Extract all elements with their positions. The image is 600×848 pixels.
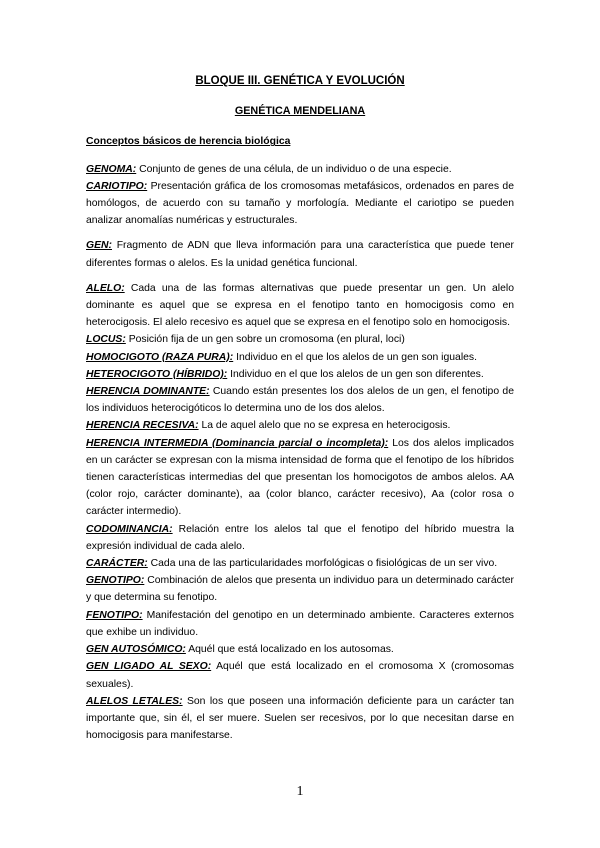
definition-gen-ligado-al-sexo xyxy=(86,658,514,692)
definition-genotipo xyxy=(86,572,514,606)
page-content xyxy=(86,73,514,744)
definition-homocigoto xyxy=(86,349,514,366)
section-heading: Conceptos básicos de herencia biológica xyxy=(86,136,291,148)
definition-term: GENOMA: xyxy=(86,163,137,175)
document-title: BLOQUE III. GENÉTICA Y EVOLUCIÓN xyxy=(195,75,405,87)
definition-text: Presentación gráfica de los cromosomas metafásicos, ordenados en pares de homólogos, de acuerdo con su tamaño y morfología. Mediante el cariotipo se pueden analizar anomalías numéricas y estructurales. xyxy=(86,180,514,227)
definition-term: HERENCIA DOMINANTE: xyxy=(86,386,210,398)
definition-genoma xyxy=(86,161,514,178)
definition-text: Fragmento de ADN que lleva información para una característica que puede tener diferentes formas o alelos. Es la unidad genética funcional. xyxy=(86,240,514,269)
definition-term: FENOTIPO: xyxy=(86,609,143,621)
definition-term: HERENCIA INTERMEDIA (Dominancia parcial o incompleta): xyxy=(86,437,389,449)
definition-herencia-dominante xyxy=(86,383,514,417)
definition-herencia-recesiva xyxy=(86,417,514,434)
definition-text: Aquél que está localizado en los autosomas. xyxy=(185,644,394,656)
definition-herencia-intermedia xyxy=(86,435,514,521)
definition-text: Cuando están presentes los dos alelos de un gen, el fenotipo de los individuos heterocigóticos lo determina uno de los dos alelos. xyxy=(86,386,514,415)
definition-text: Relación entre los alelos tal que el fenotipo del híbrido muestra la expresión individual de cada alelo. xyxy=(86,523,514,552)
definition-term: HOMOCIGOTO (RAZA PURA): xyxy=(86,351,234,363)
definitions-list xyxy=(86,161,514,745)
definition-locus xyxy=(86,331,514,348)
definition-text: Cada una de las particularidades morfológicas o fisiológicas de un ser vivo. xyxy=(147,558,498,570)
definition-term: GENOTIPO: xyxy=(86,575,145,587)
definition-caracter xyxy=(86,555,514,572)
definition-text: La de aquel alelo que no se expresa en heterocigosis. xyxy=(198,420,451,432)
definition-text: Combinación de alelos que presenta un individuo para un determinado carácter y que determina su fenotipo. xyxy=(86,575,514,604)
definition-term: HETEROCIGOTO (HÍBRIDO): xyxy=(86,368,228,380)
definition-cariotipo xyxy=(86,178,514,230)
definition-term: HERENCIA RECESIVA: xyxy=(86,420,199,432)
definition-term: ALELO: xyxy=(86,282,125,294)
definition-text: Posición fija de un gen sobre un cromosoma (en plural, loci) xyxy=(125,334,405,346)
document-subtitle: GENÉTICA MENDELIANA xyxy=(234,105,366,118)
definition-term: LOCUS: xyxy=(86,334,126,346)
definition-term: CODOMINANCIA: xyxy=(86,523,173,535)
definition-text: Aquél que está localizado en el cromosoma X (cromosomas sexuales). xyxy=(86,661,514,690)
definition-term: CARÁCTER: xyxy=(86,558,148,570)
definition-codominancia xyxy=(86,521,514,555)
definition-text: Individuo en el que los alelos de un gen son diferentes. xyxy=(227,368,484,380)
definition-alelo xyxy=(86,280,514,332)
definition-term: CARIOTIPO: xyxy=(86,180,148,192)
definition-term: GEN AUTOSÓMICO: xyxy=(86,644,186,656)
definition-text: Cada una de las formas alternativas que puede presentar un gen. Un alelo dominante es aquel que se expresa en el fenotipo tanto en homocigosis como en heterocigosis. El alelo recesivo es aquel que se expresa en el fenotipo solo en homocigosis. xyxy=(86,282,514,329)
definition-gen xyxy=(86,237,514,271)
definition-text: Los dos alelos implicados en un carácter se expresan con la misma intensidad de forma que el fenotipo de los híbridos tienen características intermedias del que presentan los homocigotos de ambos alelos. AA (color rojo, carácter dominante), aa (color blanco, carácter recesivo), Aa (color rosa o carácter intermedio). xyxy=(86,437,514,518)
definition-term: GEN: xyxy=(86,240,112,252)
definition-fenotipo xyxy=(86,607,514,641)
definition-heterocigoto xyxy=(86,366,514,383)
definition-text: Conjunto de genes de una célula, de un individuo o de una especie. xyxy=(136,163,452,175)
definition-term: ALELOS LETALES: xyxy=(86,695,183,707)
definition-alelos-letales xyxy=(86,693,514,745)
definition-text: Manifestación del genotipo en un determinado ambiente. Caracteres externos que exhibe un individuo. xyxy=(86,609,514,638)
page-number: 1 xyxy=(296,784,304,799)
definition-term: GEN LIGADO AL SEXO: xyxy=(86,661,212,673)
definition-text: Individuo en el que los alelos de un gen son iguales. xyxy=(233,351,477,363)
definition-text: Son los que poseen una información deficiente para un carácter tan importante que, sin él, el ser muere. Suelen ser recesivos, por lo que necesitan darse en homocigosis para manifestarse. xyxy=(86,695,515,742)
definition-gen-autosomico xyxy=(86,641,514,658)
